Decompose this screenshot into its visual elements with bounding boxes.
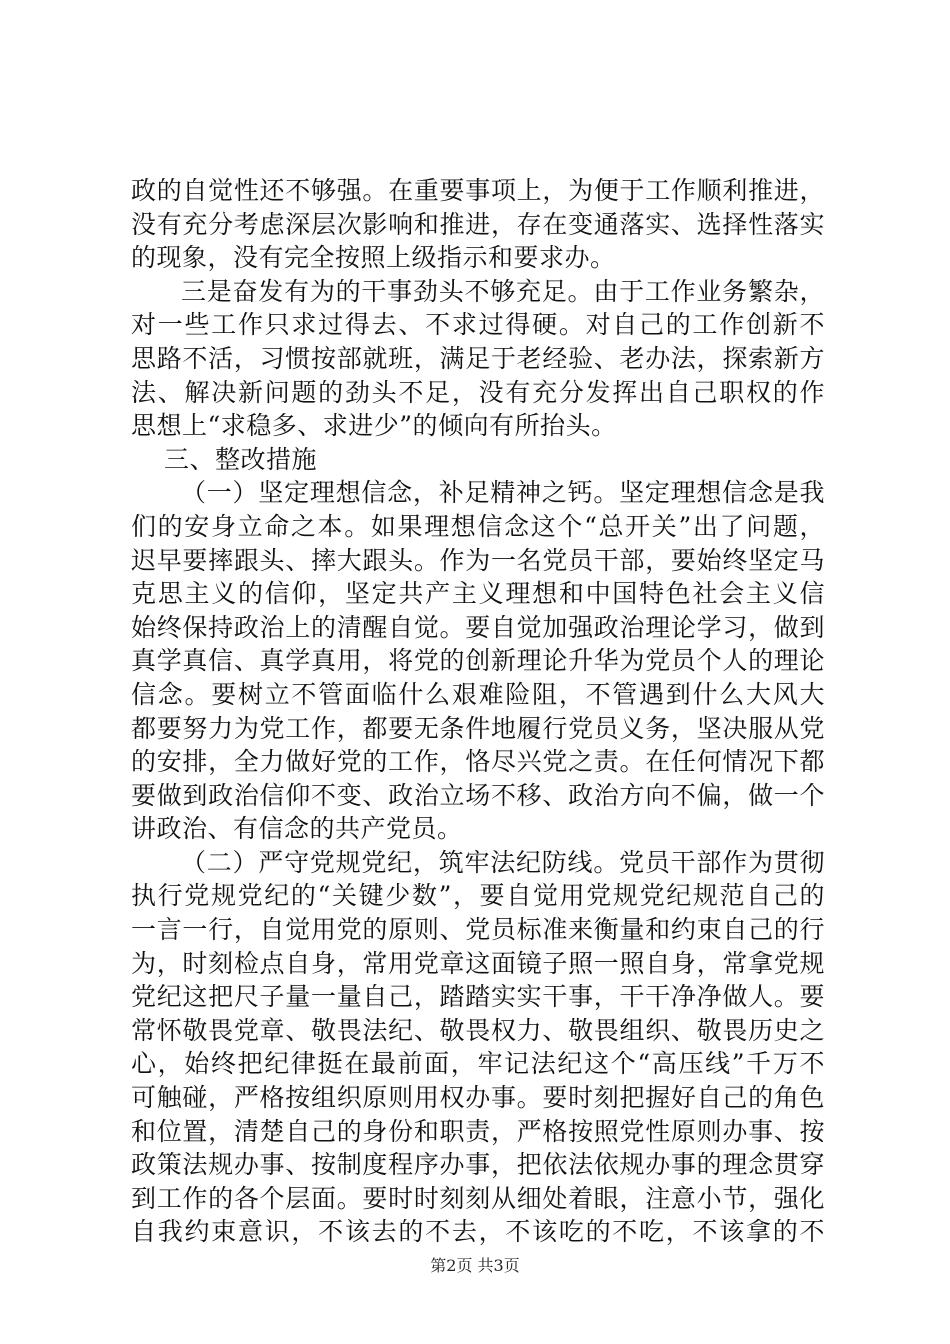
text-line: 信念。要树立不管面临什么艰难险阻，不管遇到什么大风大: [131, 679, 825, 709]
text-line: 和位置，清楚自己的身份和职责，严格按照党性原则办事、按: [131, 1116, 825, 1146]
text-line: 执行党规党纪的“关键少数”，要自觉用党规党纪规范自己的: [131, 881, 825, 911]
text-line: 没有充分考虑深层次影响和推进，存在变通落实、选择性落实: [131, 209, 825, 239]
text-line: 可触碰，严格按组织原则用权办事。要时刻把握好自己的角色: [131, 1083, 825, 1113]
page-footer: 第2页 共3页: [430, 1256, 520, 1275]
text-line: 法、解决新问题的劲头不足，没有充分发挥出自己职权的作: [131, 377, 825, 407]
text-line: （一）坚定理想信念，补足精神之钙。坚定理想信念是我: [181, 478, 825, 508]
text-line: 对一些工作只求过得去、不求过得硬。对自己的工作创新不: [131, 310, 825, 340]
text-line: 的现象，没有完全按照上级指示和要求办。: [131, 243, 616, 273]
text-line: 的安排，全力做好党的工作，恪尽兴党之责。在任何情况下都: [131, 747, 825, 777]
text-line: 三是奋发有为的干事劲头不够充足。由于工作业务繁杂，: [181, 276, 825, 306]
text-line: 思想上“求稳多、求进少”的倾向有所抬头。: [131, 411, 617, 441]
text-line: 讲政治、有信念的共产党员。: [131, 814, 463, 844]
text-line: 自我约束意识，不该去的不去，不该吃的不吃，不该拿的不: [131, 1217, 825, 1247]
section-heading: 三、整改措施: [164, 444, 318, 474]
text-line: 常怀敬畏党章、敬畏法纪、敬畏权力、敬畏组织、敬畏历史之: [131, 1015, 825, 1045]
text-line: 心，始终把纪律挺在最前面，牢记法纪这个“高压线”千万不: [131, 1049, 825, 1079]
text-line: 要做到政治信仰不变、政治立场不移、政治方向不偏，做一个: [131, 780, 825, 810]
text-line: 都要努力为党工作，都要无条件地履行党员义务，坚决服从党: [131, 713, 825, 743]
text-line: 思路不活，习惯按部就班，满足于老经验、老办法，探索新方: [131, 343, 825, 373]
text-line: （二）严守党规党纪，筑牢法纪防线。党员干部作为贯彻: [181, 847, 825, 877]
text-line: 克思主义的信仰，坚定共产主义理想和中国特色社会主义信: [131, 579, 825, 609]
text-line: 始终保持政治上的清醒自觉。要自觉加强政治理论学习，做到: [131, 612, 825, 642]
text-line: 们的安身立命之本。如果理想信念这个“总开关”出了问题，: [131, 511, 825, 541]
text-line: 党纪这把尺子量一量自己，踏踏实实干事，干干净净做人。要: [131, 982, 825, 1012]
text-line: 迟早要摔跟头、摔大跟头。作为一名党员干部，要始终坚定马: [131, 545, 825, 575]
text-line: 到工作的各个层面。要时时刻刻从细处着眼，注意小节，强化: [131, 1183, 825, 1213]
text-line: 政的自觉性还不够强。在重要事项上，为便于工作顺利推进，: [131, 176, 825, 205]
text-line: 为，时刻检点自身，常用党章这面镜子照一照自身，常拿党规: [131, 948, 825, 978]
body-text: [131, 174, 825, 1249]
text-line: 政策法规办事、按制度程序办事，把依法依规办事的理念贯穿: [131, 1150, 825, 1180]
text-line: 真学真信、真学真用，将党的创新理论升华为党员个人的理论: [131, 646, 825, 676]
text-line: 一言一行，自觉用党的原则、党员标准来衡量和约束自己的行: [131, 915, 825, 945]
